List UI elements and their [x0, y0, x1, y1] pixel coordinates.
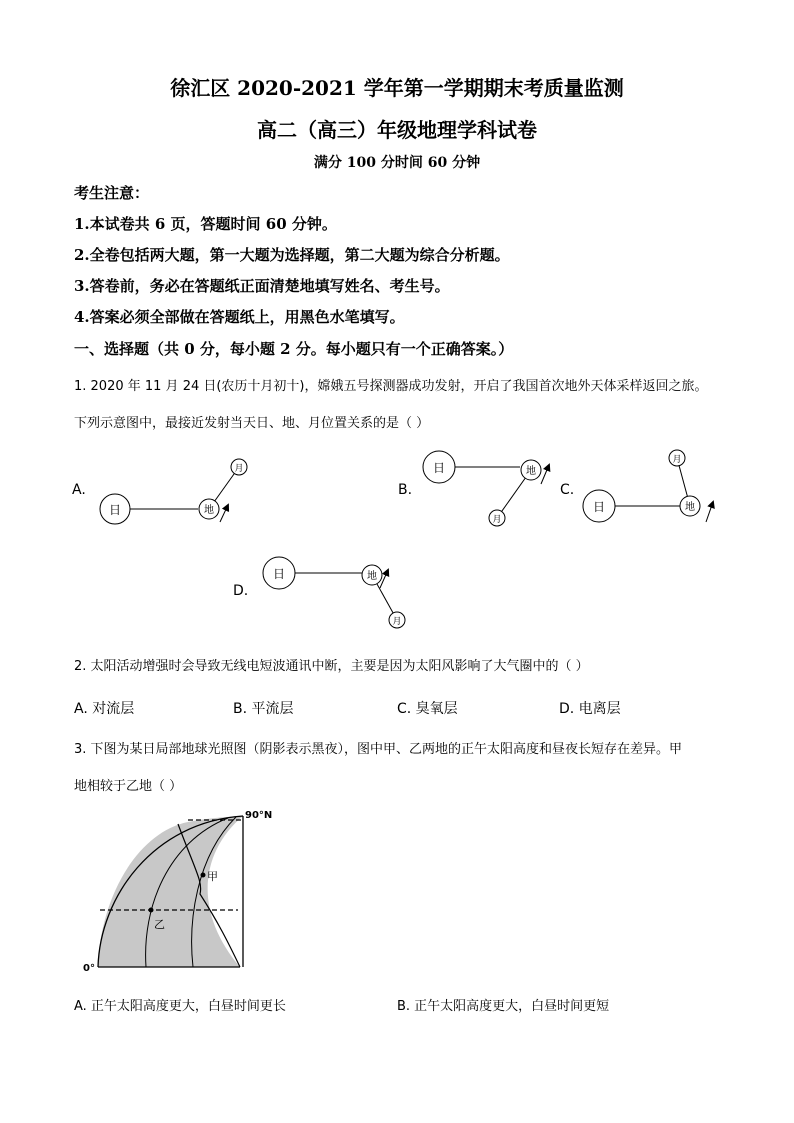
- option-a-diagram: [72, 459, 247, 524]
- question-2-text: 2. 太阳活动增强时会导致无线电短波通讯中断，主要是因为太阳风影响了大气圈中的（ ）: [74, 659, 589, 674]
- question-3-line-2: 地相较于乙地（ ）: [74, 779, 183, 794]
- option-b-diagram: [398, 451, 549, 526]
- sun-label: 日: [592, 500, 606, 514]
- option-b-label: B.: [398, 482, 413, 498]
- q3-option-a: A. 正午太阳高度更大，白昼时间更长: [74, 999, 286, 1014]
- sun-label: 日: [272, 567, 286, 581]
- north-pole-label: 90°N: [245, 810, 273, 821]
- exam-subtitle: 高二（高三）年级地理学科试卷: [257, 118, 537, 142]
- question-1-line-1: 1. 2020 年 11 月 24 日(农历十月初十)，嫦娥五号探测器成功发射，开启了我国首次地外天体采样返回之旅。: [74, 379, 708, 394]
- q2-option-b: B. 平流层: [233, 701, 294, 717]
- moon-label: 月: [392, 617, 402, 627]
- orbit-arrow-icon: [541, 465, 549, 484]
- notice-item: 1.本试卷共 6 页，答题时间 60 分钟。: [74, 215, 337, 233]
- point-yi: [149, 908, 154, 913]
- score-time: 满分 100 分时间 60 分钟: [313, 155, 481, 171]
- question-1-diagrams: [0, 440, 794, 635]
- option-c-label: C.: [560, 482, 575, 498]
- point-jia: [201, 873, 206, 878]
- question-3-line-1: 3. 下图为某日局部地球光照图（阴影表示黑夜），图中甲、乙两地的正午太阳高度和昼夜长短存在差异。甲: [74, 742, 683, 757]
- earth-label: 地: [526, 466, 536, 477]
- notice-item: 3.答卷前，务必在答题纸正面清楚地填写姓名、考生号。: [74, 277, 450, 295]
- yi-label: 乙: [154, 918, 165, 931]
- moon-label: 月: [234, 464, 244, 474]
- earth-label: 地: [685, 502, 695, 513]
- sun-label: 日: [432, 461, 446, 475]
- orbit-arrow-icon: [706, 502, 713, 522]
- option-a-label: A.: [72, 482, 86, 498]
- section-heading: 一、选择题（共 0 分，每小题 2 分。每小题只有一个正确答案。）: [74, 340, 514, 358]
- equator-label: 0°: [83, 963, 95, 974]
- option-c-diagram: [560, 450, 713, 522]
- question-1-line-2: 下列示意图中，最接近发射当天日、地、月位置关系的是（ ）: [74, 416, 430, 431]
- notice-heading: 考生注意：: [74, 184, 150, 202]
- q2-option-d: D. 电离层: [559, 701, 621, 717]
- jia-label: 甲: [207, 870, 218, 883]
- earth-label: 地: [204, 505, 214, 516]
- option-d-diagram: [233, 557, 405, 628]
- q2-option-a: A. 对流层: [74, 701, 135, 717]
- earth-label: 地: [367, 571, 377, 582]
- q3-option-b: B. 正午太阳高度更大，白昼时间更短: [397, 999, 610, 1014]
- illumination-diagram: [78, 802, 288, 980]
- sun-label: 日: [108, 503, 122, 517]
- q2-option-c: C. 臭氧层: [397, 701, 458, 717]
- option-d-label: D.: [233, 583, 249, 599]
- moon-label: 月: [492, 515, 502, 525]
- moon-label: 月: [672, 455, 682, 465]
- notice-item: 2.全卷包括两大题，第一大题为选择题，第二大题为综合分析题。: [74, 246, 510, 264]
- orbit-arrow-icon: [220, 505, 228, 522]
- exam-title: 徐汇区 2020-2021 学年第一学期期末考质量监测: [170, 76, 624, 100]
- notice-item: 4.答案必须全部做在答题纸上，用黑色水笔填写。: [74, 308, 405, 326]
